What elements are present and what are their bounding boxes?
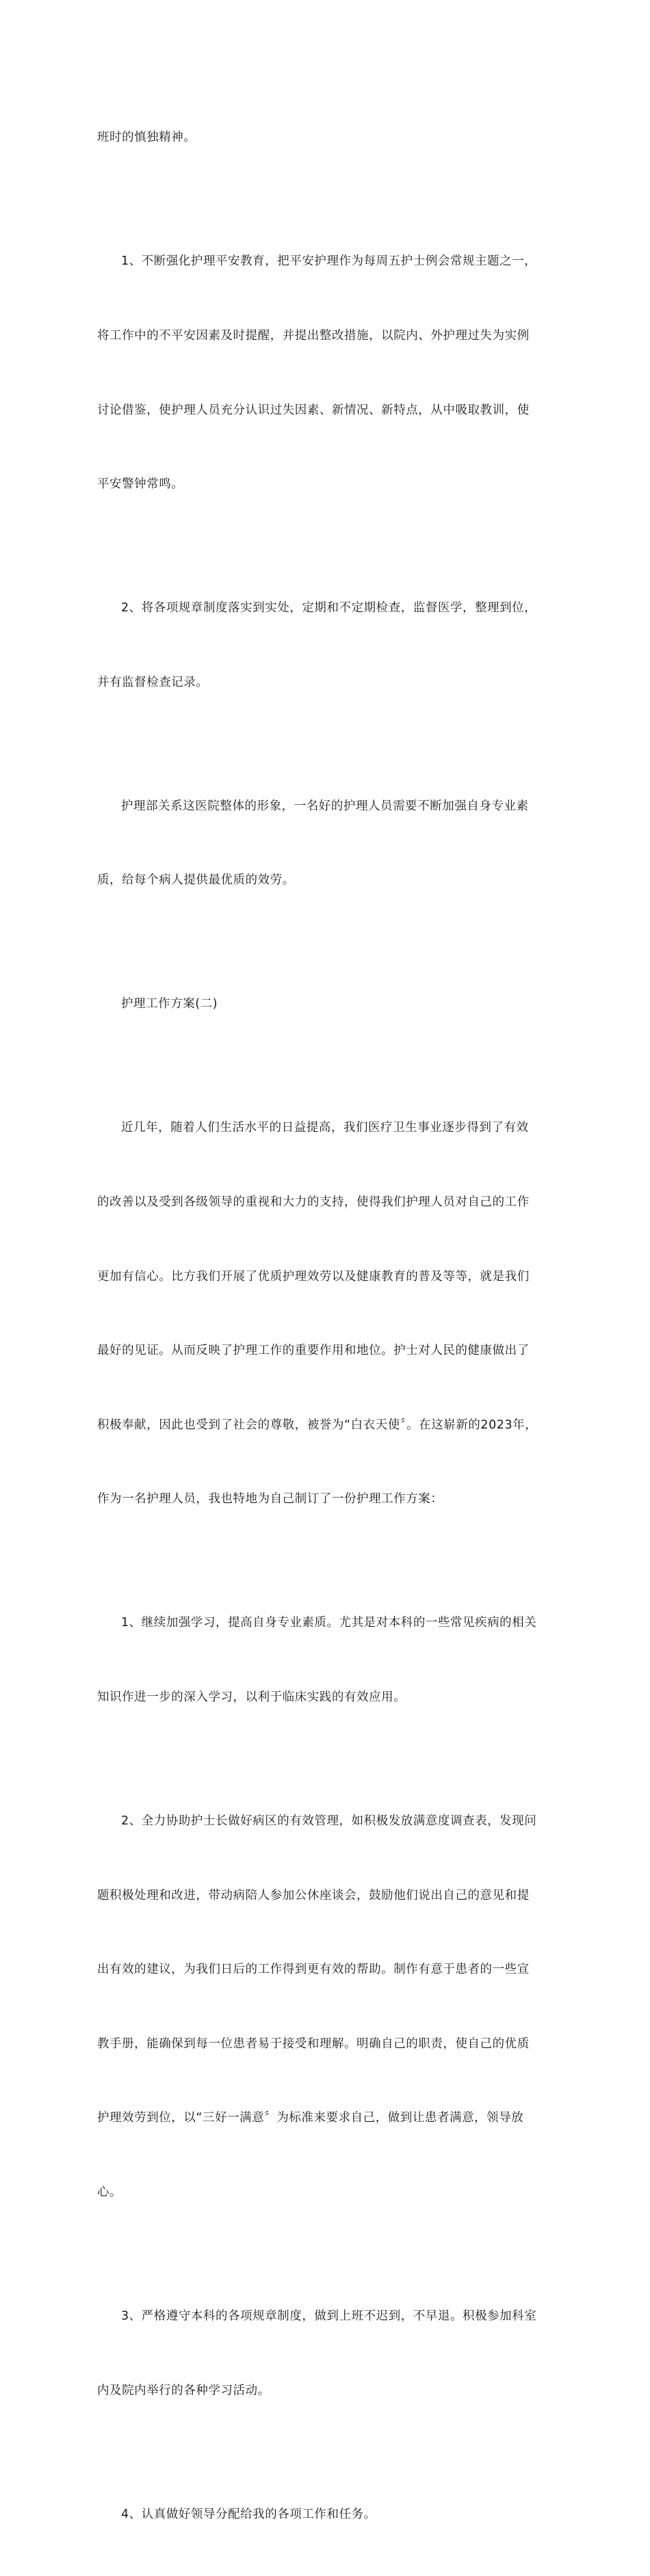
paragraph-safety-education (97, 200, 554, 546)
paragraph-continuation (97, 76, 554, 200)
text-line: 护理效劳到位，以“三好一满意〞为标准来要求自己，做到让患者满意，领导放 (97, 2111, 524, 2125)
text-line: 的改善以及受到各级领导的重视和大力的支持，使得我们护理人员对自己的工作 (97, 1195, 530, 1209)
text-line: 内及院内举行的各种学习活动。 (97, 2383, 270, 2398)
document-body (97, 76, 554, 2576)
paragraph-plan-item-3 (97, 2255, 554, 2453)
paragraph-rules-implementation (97, 546, 554, 745)
text-line: 1、继续加强学习，提高自身专业素质。尤其是对本科的一些常见疾病的相关 (121, 1616, 537, 1630)
paragraph-plan-item-4 (97, 2452, 554, 2576)
text-line: 平安警钟常鸣。 (97, 477, 184, 492)
text-line: 班时的慎独精神。 (97, 131, 196, 145)
text-line: 将工作中的不平安因素及时提醒，并提出整改措施，以院内、外护理过失为实例 (97, 329, 530, 343)
text-line: 教手册，能确保到每一位患者易于接受和理解。明确自己的职责，使自己的优质 (97, 2036, 530, 2051)
text-line: 护理部关系这医院整体的形象，一名好的护理人员需要不断加强自身专业素 (121, 799, 529, 813)
text-line: 出有效的建议，为我们日后的工作得到更有效的帮助。制作有意于患者的一些宣 (97, 1963, 530, 1977)
text-line: 近几年，随着人们生活水平的日益提高，我们医疗卫生事业逐步得到了有效 (121, 1121, 529, 1135)
heading-text: 护理工作方案(二) (121, 997, 218, 1011)
text-line: 作为一名护理人员，我也特地为自己制订了一份护理工作方案： (97, 1492, 443, 1506)
text-line: 3、严格遵守本科的各项规章制度，做到上班不迟到，不早退。积极参加科室 (121, 2309, 537, 2323)
paragraph-plan-item-1 (97, 1561, 554, 1760)
text-line: 最好的见证。从而反映了护理工作的重要作用和地位。护士对人民的健康做出了 (97, 1344, 530, 1358)
text-line: 心。 (97, 2185, 122, 2199)
paragraph-plan-item-2 (97, 1760, 554, 2255)
text-line: 1、不断强化护理平安教育，把平安护理作为每周五护士例会常规主题之一， (121, 254, 537, 269)
text-line: 并有监督检查记录。 (97, 675, 209, 689)
paragraph-summary (97, 744, 554, 942)
text-line: 2、将各项规章制度落实到实处，定期和不定期检查，监督医学，整理到位， (121, 601, 537, 615)
text-line: 2、全力协助护士长做好病区的有效管理，如积极发放满意度调查表，发现问 (121, 1814, 537, 1828)
text-line: 积极奉献，因此也受到了社会的尊敬，被誉为“白衣天使〞。在这崭新的2023年， (97, 1418, 538, 1432)
text-line: 题积极处理和改进，带动病陪人参加公休座谈会，鼓励他们说出自己的意见和提 (97, 1888, 530, 1902)
section-heading (97, 942, 554, 1066)
text-line: 更加有信心。比方我们开展了优质护理效劳以及健康教育的普及等等，就是我们 (97, 1269, 530, 1284)
text-line: 知识作进一步的深入学习，以利于临床实践的有效应用。 (97, 1690, 406, 1704)
paragraph-introduction (97, 1066, 554, 1561)
text-line: 质，给每个病人提供最优质的效劳。 (97, 873, 295, 888)
text-line: 讨论借鉴，使护理人员充分认识过失因素、新情况、新特点，从中吸取教训，使 (97, 403, 530, 417)
text-line: 4、认真做好领导分配给我的各项工作和任务。 (121, 2507, 376, 2521)
